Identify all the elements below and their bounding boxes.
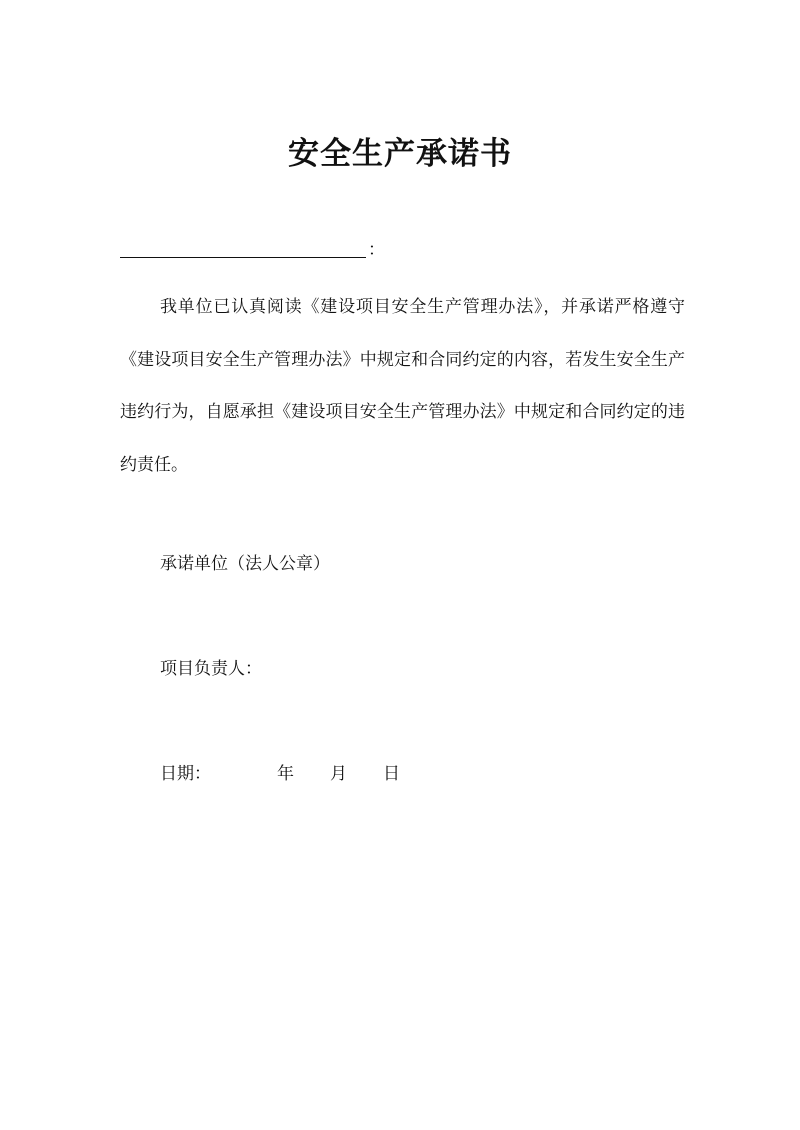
year-label: 年	[277, 764, 294, 784]
document-title: 安全生产承诺书	[288, 136, 512, 172]
project-manager-label: 项目负责人：	[160, 659, 262, 679]
addressee-underline	[120, 257, 366, 258]
commitment-paragraph: 我单位已认真阅读《建设项目安全生产管理办法》，并承诺严格遵守《建设项目安全生产管理办法》中规定和合同约定的内容，若发生安全生产违约行为，自愿承担《建设项目安全生产管理办法》中规定和合同约定的违约责任。	[120, 297, 685, 475]
addressee-colon: ：	[368, 240, 385, 260]
date-label: 日期：	[160, 764, 211, 784]
day-label: 日	[383, 764, 400, 784]
addressee-blank	[120, 238, 385, 262]
date-line	[160, 762, 400, 786]
committing-unit-label: 承诺单位（法人公章）	[160, 554, 330, 574]
month-label: 月	[330, 764, 347, 784]
